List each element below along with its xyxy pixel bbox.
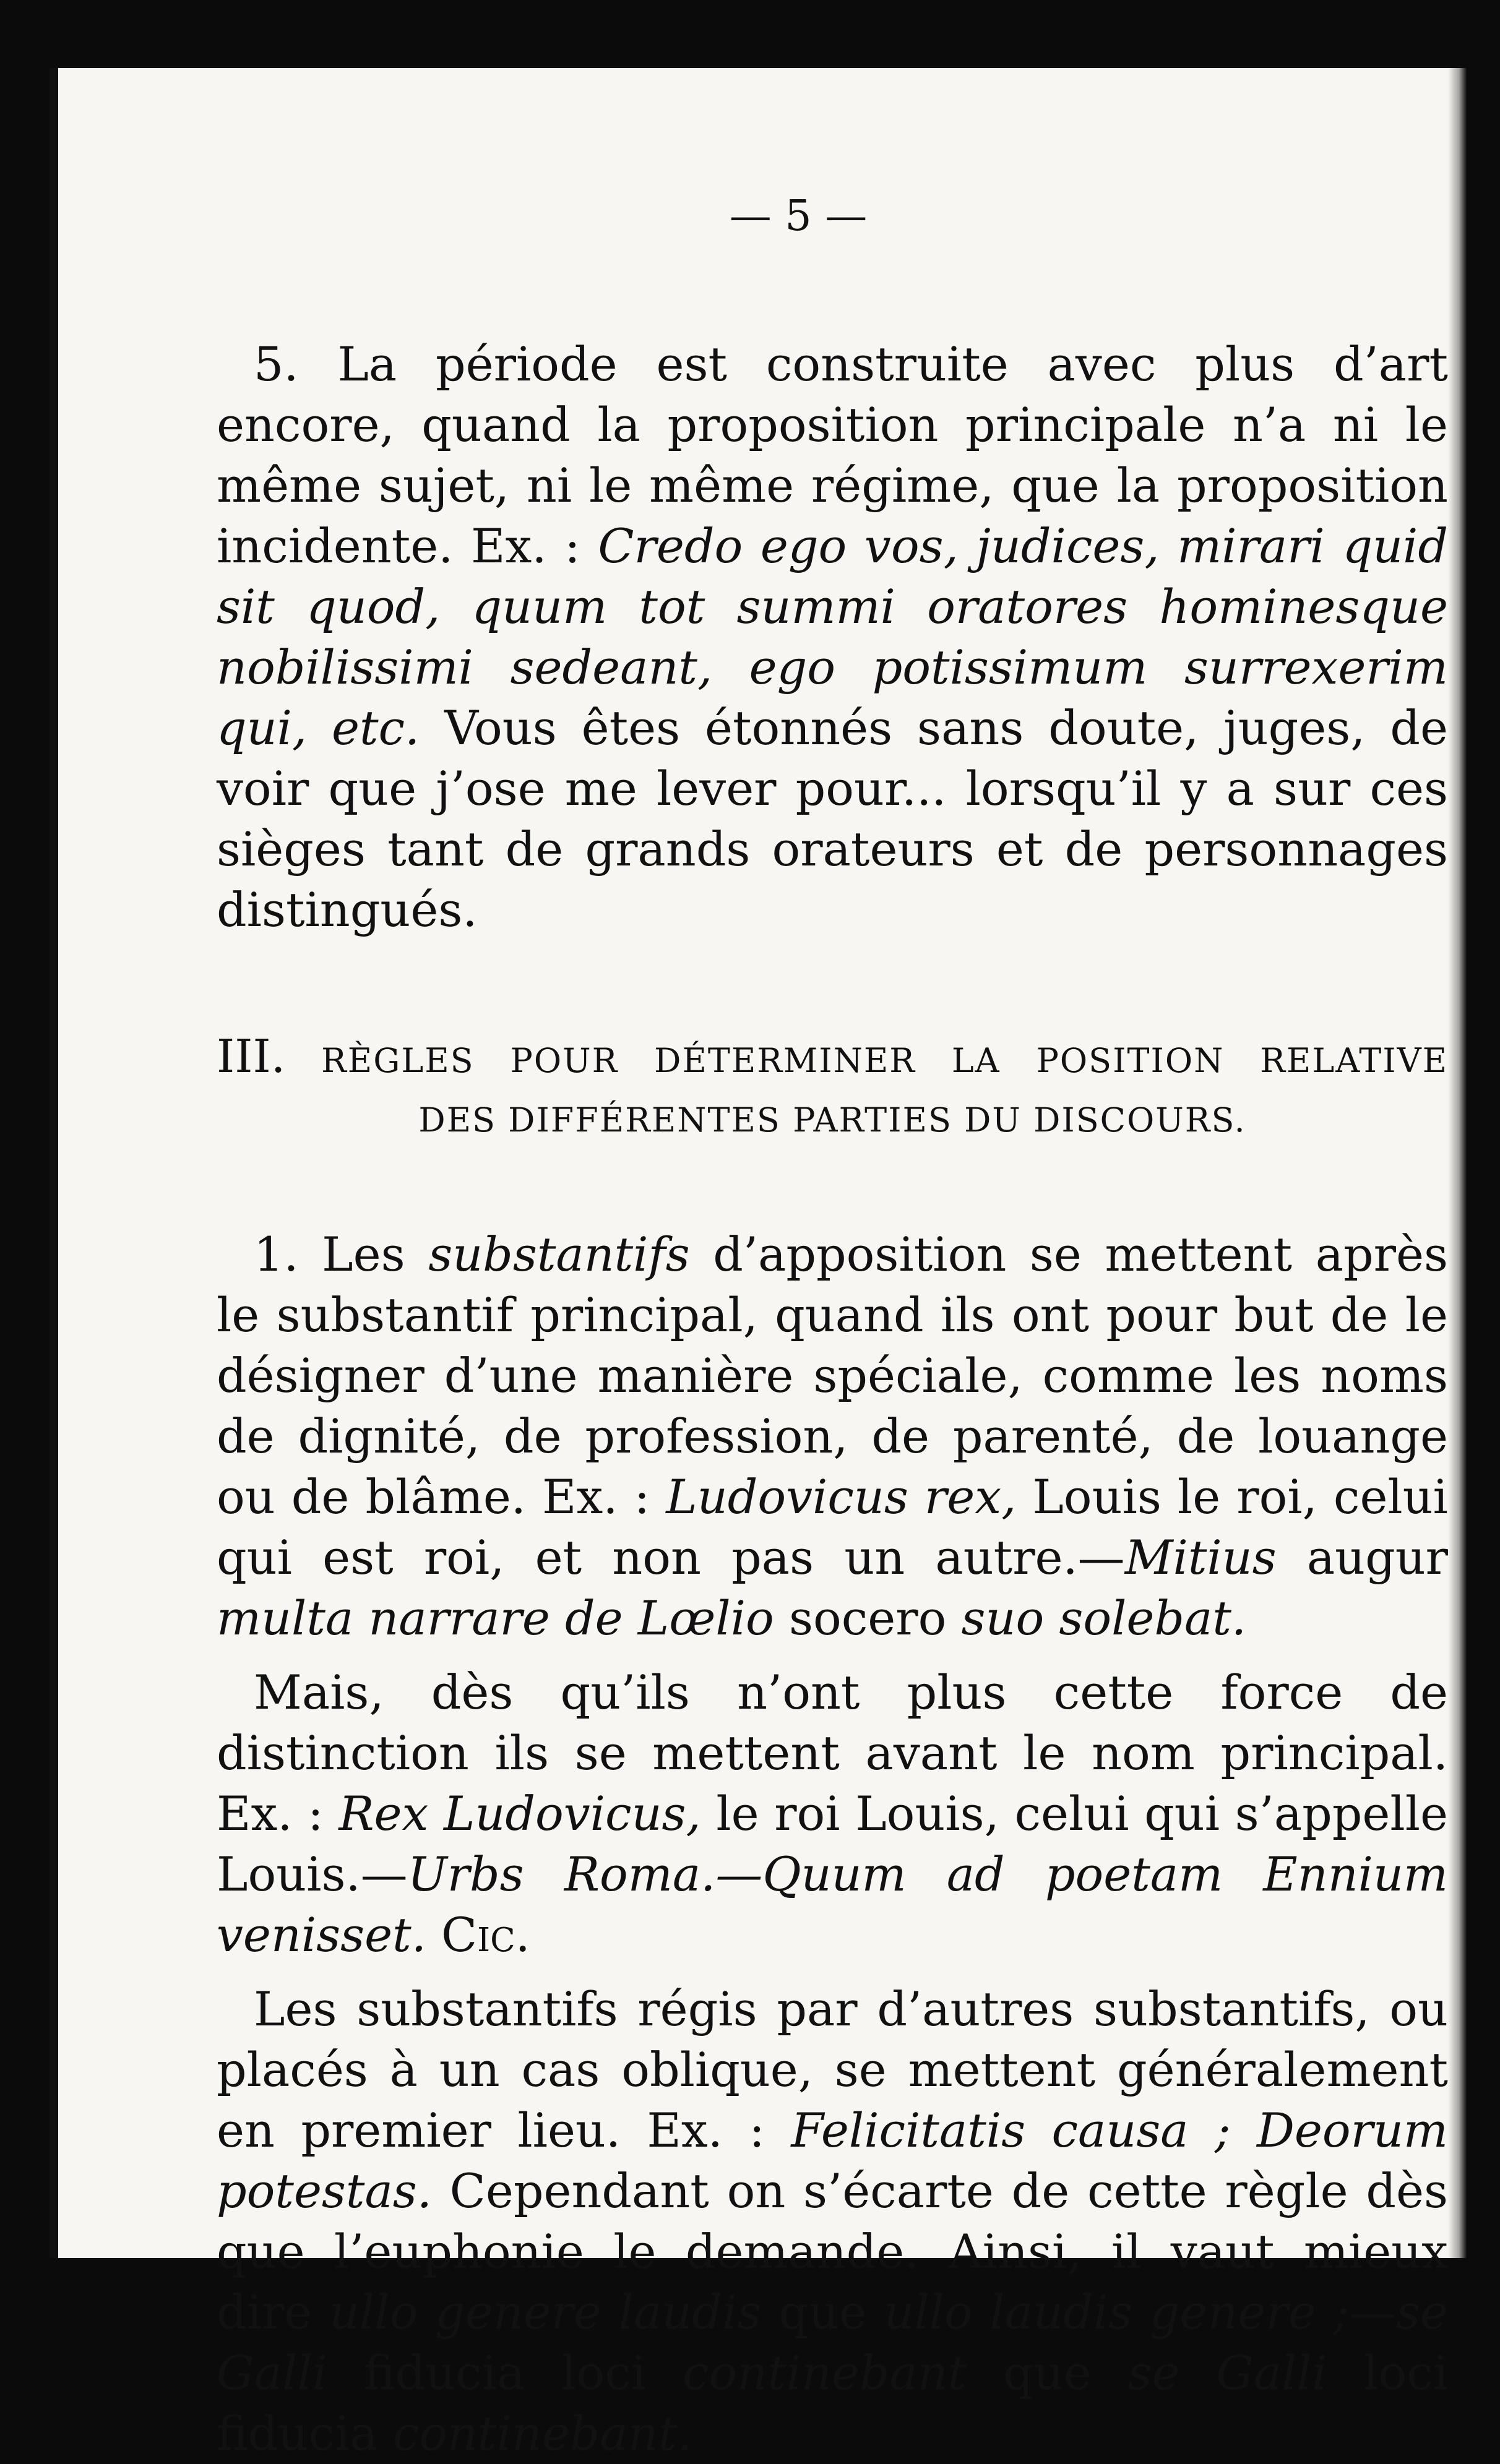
latin-text-segment: Mitius	[1124, 1530, 1277, 1585]
text-segment: socero	[774, 1590, 962, 1646]
text-segment: loci fiducia	[217, 2345, 1448, 2461]
paragraph-distinction	[217, 1662, 1448, 1965]
text-segment: que	[967, 2345, 1128, 2400]
latin-text-segment: substantifs	[428, 1227, 690, 1282]
latin-text-segment: ullo laudis genere ;—se Galli	[217, 2285, 1449, 2400]
section-title-line-2: DES DIFFÉRENTES PARTIES DU DISCOURS.	[418, 1101, 1246, 1140]
latin-text-segment: Ludovicus rex,	[666, 1469, 1017, 1524]
text-segment: que	[761, 2285, 884, 2340]
text-segment: Cependant on s’écarte de cette règle dès que l’euphonie le demande. Ainsi, il vaut mieux dire	[217, 2163, 1448, 2340]
section-number: III.	[217, 1030, 286, 1083]
text-segment: augur	[1276, 1530, 1448, 1585]
page-left-edge	[50, 68, 58, 2258]
latin-text-segment: continebant	[682, 2345, 967, 2400]
latin-text-segment: Felicitatis causa ; Deorum potestas.	[217, 2103, 1448, 2218]
latin-text-segment: Rex Ludovicus,	[338, 1786, 701, 1841]
section-heading	[217, 1027, 1448, 1150]
latin-text-segment: ullo genere laudis	[329, 2285, 762, 2340]
paragraph-apposition	[217, 1224, 1448, 1649]
latin-text-segment: suo solebat.	[961, 1590, 1247, 1646]
latin-text-segment: se Galli	[1127, 2345, 1327, 2400]
text-segment: Cic.	[441, 1907, 530, 1962]
text-segment: Vous êtes étonnés sans doute, juges, de voir que j’ose me lever pour... lorsqu’il y a sur ces sièges tant de grands orateurs et de personnages distingués.	[217, 700, 1448, 937]
latin-text-segment: continebant.	[392, 2406, 692, 2461]
section-title-line-1: RÈGLES POUR DÉTERMINER LA POSITION RELATIVE	[321, 1041, 1448, 1080]
latin-text-segment: Urbs Roma.—Quum ad poetam Ennium venisset.	[217, 1847, 1448, 1962]
text-segment: fiducia loci	[327, 2345, 683, 2400]
text-segment: Les substantifs régis par d’autres substantifs, ou placés à un cas oblique, se mettent généralement en premier lieu. Ex. :	[217, 1981, 1448, 2158]
latin-text-segment: multa narrare de Lœlio	[217, 1590, 774, 1646]
text-segment: Louis le roi, celui qui est roi, et non pas un autre.—	[217, 1469, 1448, 1585]
paragraph-period	[217, 334, 1448, 940]
page-right-edge	[1448, 68, 1467, 2258]
text-segment: le roi Louis, celui qui s’appelle Louis.—	[217, 1786, 1448, 1902]
paragraph-oblique-case	[217, 1979, 1448, 2464]
page-number: — 5 —	[729, 192, 868, 241]
book-page	[50, 68, 1467, 2461]
text-segment: Mais, dès qu’ils n’ont plus cette force de distinction ils se mettent avant le nom principal. Ex. :	[217, 1665, 1448, 1841]
text-segment: d’apposition se mettent après le substantif principal, quand ils ont pour but de le désigner d’une manière spéciale, comme les noms de dignité, de profession, de parenté, de louange ou de blâme. Ex. :	[217, 1227, 1448, 1524]
section-heading-line-1	[217, 1027, 1448, 1091]
latin-text-segment: Credo ego vos, judices, mirari quid sit quod, quum tot summi oratores hominesque nobilissimi sedeant, ego potissimum surrexerim qui, etc.	[217, 518, 1449, 755]
text-segment: 1. Les	[254, 1227, 429, 1282]
text-segment: 5. La période est construite avec plus d’art encore, quand la proposition principale n’a ni le même sujet, ni le même régime, que la proposition incidente. Ex. :	[217, 337, 1448, 573]
page-body	[217, 334, 1448, 2464]
text-segment	[426, 1907, 441, 1962]
